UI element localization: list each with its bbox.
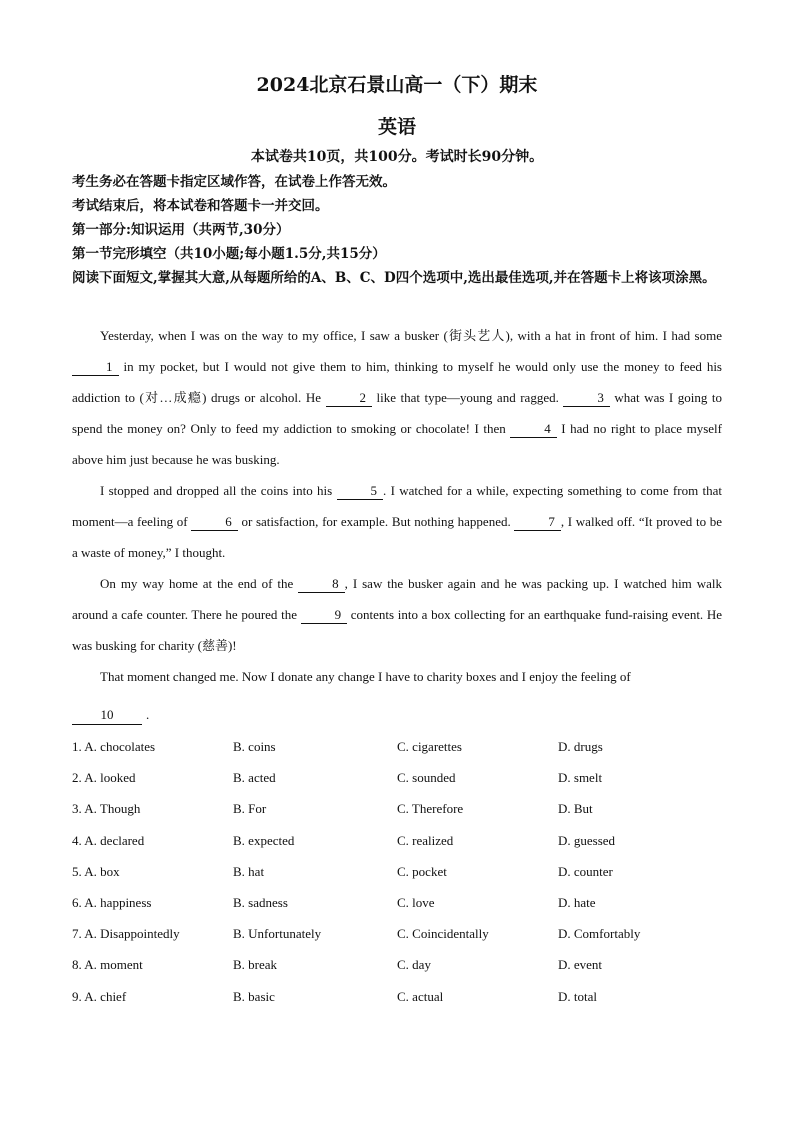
blank-1: 1 bbox=[72, 359, 119, 376]
option-a: 6. A. happiness bbox=[72, 894, 152, 910]
blank-4: 4 bbox=[510, 421, 557, 438]
option-b: B. acted bbox=[233, 770, 276, 786]
option-d: D. total bbox=[558, 988, 597, 1004]
option-d: D. guessed bbox=[558, 832, 616, 848]
option-b: B. expected bbox=[233, 832, 295, 848]
passage-end: . bbox=[146, 707, 150, 722]
cloze-passage bbox=[72, 320, 722, 692]
blank-8: 8 bbox=[298, 576, 345, 593]
option-row-7 bbox=[72, 921, 732, 952]
option-c: C. realized bbox=[397, 832, 454, 848]
section-heading: 第一部分:知识运用（共两节,30分） bbox=[72, 222, 290, 238]
answer-options bbox=[72, 734, 732, 1015]
passage-text: On my way home at the end of the bbox=[100, 576, 299, 591]
option-a: 9. A. chief bbox=[72, 988, 127, 1004]
passage-text: or satisfaction, for example. But nothing happened. bbox=[237, 514, 515, 529]
option-c: C. love bbox=[397, 894, 435, 910]
subsection-heading: 第一节完形填空（共10小题;每小题1.5分,共15分） bbox=[72, 246, 386, 262]
option-a: 4. A. declared bbox=[72, 832, 145, 848]
instruction-2: 考试结束后，将本试卷和答题卡一并交回。 bbox=[72, 198, 329, 214]
passage-text: like that type—young and ragged. bbox=[372, 390, 564, 405]
passage-text: in my pocket, but I would not give them to him, thinking to myself he would only use the money to feed his addiction to (对…成瘾) drugs or alcohol. He bbox=[72, 359, 722, 405]
instruction-1: 考生务必在答题卡指定区域作答，在试卷上作答无效。 bbox=[72, 174, 396, 190]
option-b: B. basic bbox=[233, 988, 275, 1004]
passage-paragraph-3 bbox=[72, 568, 722, 661]
option-c: C. Therefore bbox=[397, 801, 464, 817]
passage-text: contents into a box collecting for an earthquake fund-raising event. He was busking for charity (慈善)! bbox=[72, 607, 722, 653]
option-b: B. Unfortunately bbox=[233, 926, 322, 942]
option-d: D. But bbox=[558, 801, 593, 817]
passage-text: , I walked off. “It proved to be a waste of money,” I thought. bbox=[72, 514, 723, 560]
option-a: 5. A. box bbox=[72, 863, 120, 879]
option-b: B. break bbox=[233, 957, 278, 973]
passage-text: I stopped and dropped all the coins into his bbox=[100, 483, 337, 498]
passage-text: That moment changed me. Now I donate any change I have to charity boxes and I enjoy the feeling of bbox=[100, 669, 631, 684]
option-row-6 bbox=[72, 890, 732, 921]
blank-6: 6 bbox=[191, 514, 238, 531]
option-d: D. hate bbox=[558, 894, 596, 910]
passage-text: . I watched for a while, expecting something to come from that moment—a feeling of bbox=[72, 483, 722, 529]
option-row-2 bbox=[72, 765, 732, 796]
passage-text: what was I going to spend the money on? Only to feed my addiction to smoking or chocolate! I then bbox=[72, 390, 722, 436]
option-b: B. sadness bbox=[233, 894, 288, 910]
option-d: D. counter bbox=[558, 863, 613, 879]
option-row-1 bbox=[72, 734, 732, 765]
passage-text: Yesterday, when I was on the way to my office, I saw a busker (街头艺人), with a hat in front of him. I had some bbox=[100, 328, 722, 343]
blank-9: 9 bbox=[301, 607, 348, 624]
option-a: 1. A. chocolates bbox=[72, 739, 156, 754]
option-a: 7. A. Disappointedly bbox=[72, 926, 180, 942]
option-c: C. Coincidentally bbox=[397, 926, 489, 942]
blank-3: 3 bbox=[563, 390, 610, 407]
option-d: D. event bbox=[558, 957, 603, 973]
subject-title: 英语 bbox=[377, 116, 416, 138]
option-row-3 bbox=[72, 796, 732, 827]
reading-directions: 阅读下面短文,掌握其大意,从每题所给的A、B、C、D四个选项中,选出最佳选项,并在答题卡上将该项涂黑。 bbox=[72, 270, 716, 286]
option-d: D. Comfortably bbox=[558, 926, 641, 942]
passage-text: I had no right to place myself above him just because he was busking. bbox=[72, 421, 722, 467]
option-a: 8. A. moment bbox=[72, 957, 143, 973]
blank-2: 2 bbox=[326, 390, 373, 407]
blank-7: 7 bbox=[514, 514, 561, 531]
option-c: C. actual bbox=[397, 988, 444, 1004]
blank-10: 10 bbox=[72, 706, 142, 725]
exam-info: 本试卷共10页，共100分。考试时长90分钟。 bbox=[250, 149, 544, 165]
option-row-4 bbox=[72, 828, 732, 859]
blank-5: 5 bbox=[337, 483, 384, 500]
option-c: C. pocket bbox=[397, 863, 447, 879]
option-row-8 bbox=[72, 952, 732, 983]
option-row-9 bbox=[72, 984, 732, 1015]
option-b: B. hat bbox=[233, 863, 265, 879]
option-a: 2. A. looked bbox=[72, 770, 136, 786]
option-d: D. drugs bbox=[558, 739, 603, 754]
passage-paragraph-1 bbox=[72, 320, 722, 475]
option-b: B. For bbox=[233, 801, 267, 817]
option-b: B. coins bbox=[233, 739, 276, 754]
option-c: C. cigarettes bbox=[397, 739, 462, 754]
option-c: C. day bbox=[397, 957, 431, 973]
option-a: 3. A. Though bbox=[72, 801, 141, 817]
exam-title: 2024北京石景山高一（下）期末 bbox=[256, 74, 538, 96]
passage-paragraph-2 bbox=[72, 475, 722, 568]
passage-paragraph-4 bbox=[72, 661, 722, 692]
option-c: C. sounded bbox=[397, 770, 456, 786]
option-d: D. smelt bbox=[558, 770, 603, 786]
option-row-5 bbox=[72, 859, 732, 890]
passage-text: , I saw the busker again and he was packing up. I watched him walk around a cafe counter. There he poured the bbox=[72, 576, 722, 622]
